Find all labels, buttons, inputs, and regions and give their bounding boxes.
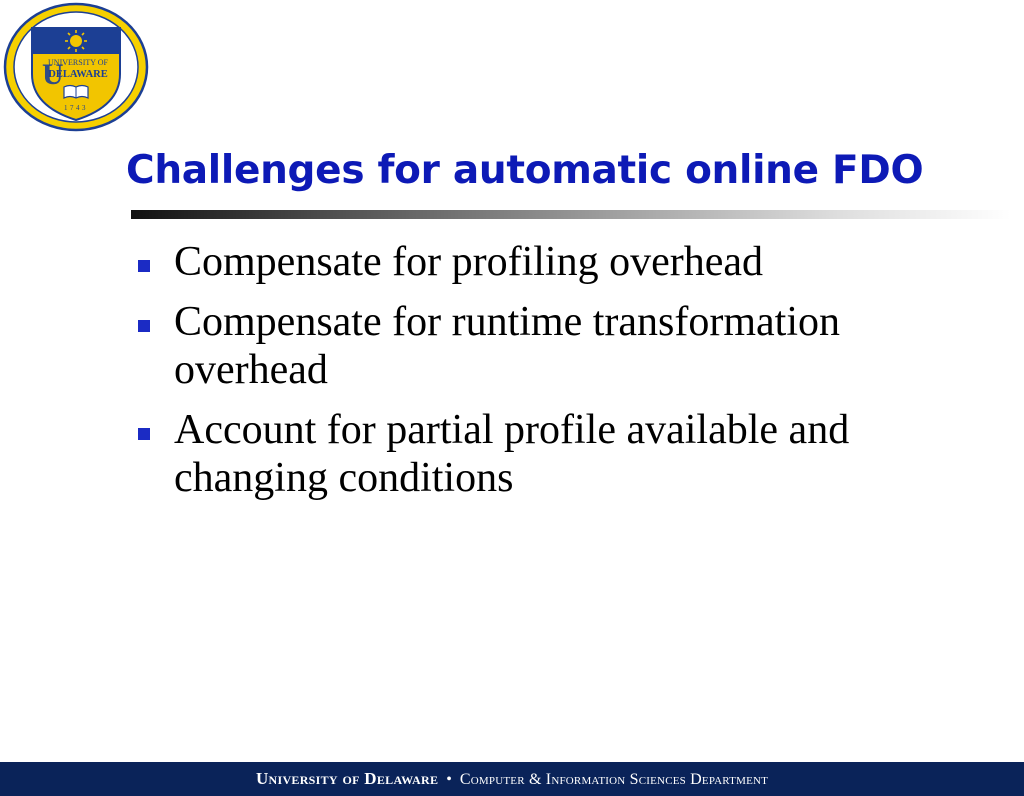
bullet-item <box>132 406 992 502</box>
svg-text:1743: 1743 <box>64 104 88 112</box>
footer-bar <box>0 762 1024 796</box>
bullet-item <box>132 238 992 286</box>
svg-text:U: U <box>42 58 64 91</box>
svg-text:DELAWARE: DELAWARE <box>48 69 108 80</box>
footer-university: University of Delaware <box>255 769 439 788</box>
bullet-text: Compensate for profiling overhead <box>174 239 763 285</box>
bullet-item <box>132 298 992 394</box>
svg-text:UNIVERSITY OF: UNIVERSITY OF <box>48 58 108 67</box>
square-bullet-icon <box>138 320 150 332</box>
square-bullet-icon <box>138 260 150 272</box>
title-divider <box>131 210 1011 219</box>
bullet-list <box>132 238 992 514</box>
bullet-text: Account for partial profile available and changing conditions <box>174 407 850 501</box>
footer-separator: • <box>446 771 452 788</box>
bullet-text: Compensate for runtime transformation overhead <box>174 299 840 393</box>
square-bullet-icon <box>138 428 150 440</box>
footer-department: Computer & Information Sciences Department <box>459 771 769 788</box>
slide-title: Challenges for automatic online FDO <box>126 148 924 193</box>
university-of-delaware-logo <box>2 2 150 132</box>
